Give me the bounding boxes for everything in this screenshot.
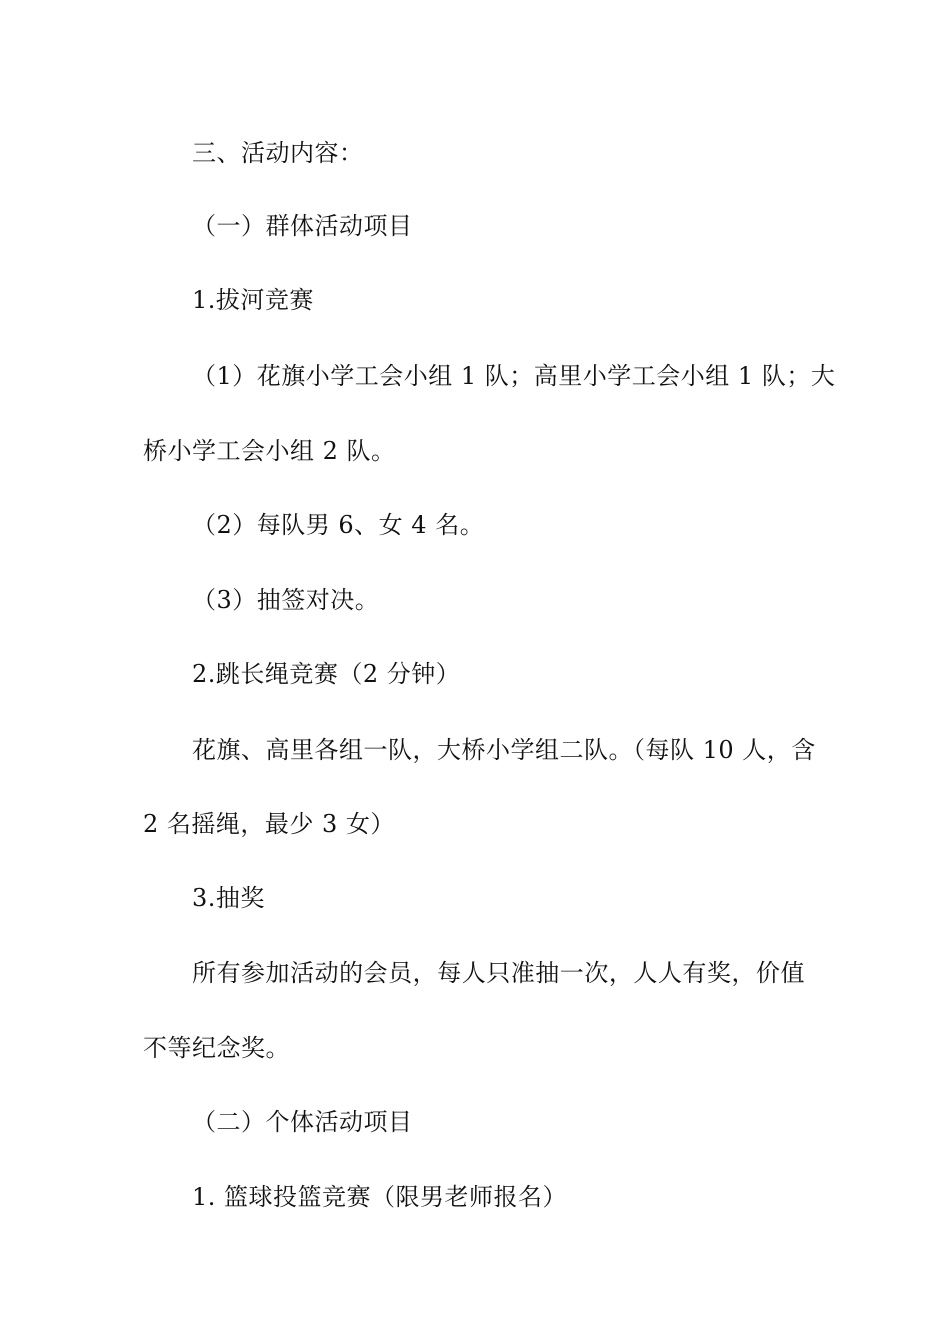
long-rope-teams-line2: 2 名摇绳，最少 3 女） — [143, 810, 395, 838]
long-rope-title: 2.跳长绳竞赛（2 分钟） — [192, 660, 461, 688]
group-activities-heading: （一）群体活动项目 — [192, 212, 413, 240]
tug-of-war-draw: （3）抽签对决。 — [192, 586, 380, 614]
lottery-rules-line2: 不等纪念奖。 — [143, 1034, 290, 1062]
tug-of-war-teams-line2: 桥小学工会小组 2 队。 — [143, 437, 396, 465]
tug-of-war-team-composition: （2）每队男 6、女 4 名。 — [192, 511, 485, 539]
tug-of-war-title: 1.拔河竞赛 — [192, 286, 314, 314]
basketball-shooting-title: 1. 篮球投篮竞赛（限男老师报名） — [192, 1183, 568, 1211]
lottery-rules-line1: 所有参加活动的会员，每人只准抽一次，人人有奖，价值 — [192, 959, 805, 987]
individual-activities-heading: （二）个体活动项目 — [192, 1108, 413, 1136]
long-rope-teams-line1: 花旗、高里各组一队，大桥小学组二队。（每队 10 人，含 — [192, 736, 816, 764]
lottery-title: 3.抽奖 — [192, 884, 265, 912]
tug-of-war-teams-line1: （1）花旗小学工会小组 1 队；高里小学工会小组 1 队；大 — [192, 362, 836, 390]
section-title: 三、活动内容： — [192, 139, 364, 167]
